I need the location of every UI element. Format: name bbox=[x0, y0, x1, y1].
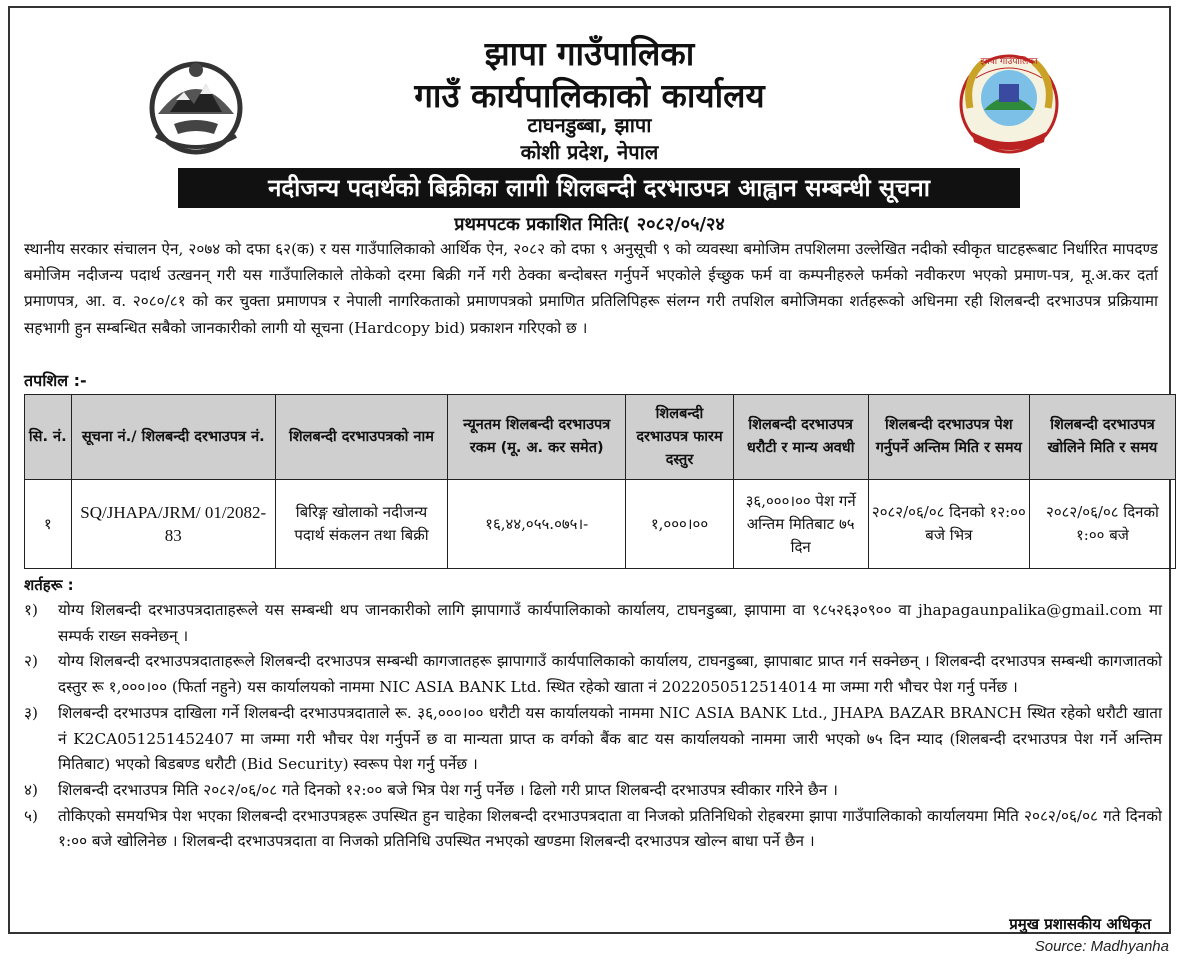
terms-list bbox=[24, 598, 1162, 855]
bid-schedule-table bbox=[24, 394, 1176, 569]
table-header-row bbox=[25, 395, 1176, 480]
term-text: योग्य शिलबन्दी दरभाउपत्रदाताहरूले यस सम्बन्धी थप जानकारीको लागि झापागाउँ कार्यपालिकाको कार्यालय, टाघनडुब्बा, झापामा वा ९८५२६३०९०० वा jhapagaunpalika@gmail.com मा सम्पर्क राख्न सक्नेछन् । bbox=[58, 601, 1162, 645]
cell-sn: १ bbox=[25, 480, 72, 569]
term-item bbox=[24, 804, 1162, 855]
term-text: शिलबन्दी दरभाउपत्र दाखिला गर्ने शिलबन्दी दरभाउपत्रदाताले रू. ३६,०००।०० धरौटी यस कार्यालयको नाममा NIC ASIA BANK Ltd., JHAPA BAZAR BRANCH स्थित रहेको धरौटी खाता नं K2CA051251452407 मा जम्मा गरी भौचर पेश गर्नुपर्ने छ वा मान्यता प्राप्त क वर्गको बैंक बाट यस कार्यालयको नाममा जारी भएको ७५ दिन म्याद (शिलबन्दी दरभाउपत्र पेश गर्ने अन्तिम मितिबाट) भएको बिडबण्ड धरौटी (Bid Security) स्वरूप पेश गर्नु पर्नेछ । bbox=[58, 703, 1162, 774]
term-number: ३) bbox=[24, 703, 38, 722]
term-number: २) bbox=[24, 652, 38, 671]
terms-label: शर्तहरू : bbox=[24, 576, 74, 594]
term-number: १) bbox=[24, 601, 38, 619]
municipality-name: झापा गाउँपालिका bbox=[484, 34, 695, 73]
cell-deadline: २०८२/०६/०८ दिनको १२:०० बजे भित्र bbox=[868, 480, 1029, 569]
term-item bbox=[24, 598, 1162, 649]
term-text: योग्य शिलबन्दी दरभाउपत्रदाताहरूले शिलबन्दी दरभाउपत्र सम्बन्धी कागजातहरू झापागाउँ कार्यपालिकाको कार्यालय, टाघनडुब्बा, झापाबाट प्राप्त गर्न सक्नेछन् । शिलबन्दी दरभाउपत्र सम्बन्धी कागजातको दस्तुर रू १,०००।०० (फिर्ता नहुने) यस कार्यालयको नाममा NIC ASIA BANK Ltd. स्थित रहेको खाता नं 2022050512514014 मा जम्मा गरी भौचर पेश गर्नु पर्नेछ । bbox=[58, 652, 1162, 697]
office-name: गाउँ कार्यपालिकाको कार्यालय bbox=[414, 76, 765, 115]
term-text: शिलबन्दी दरभाउपत्र मिति २०८२/०६/०८ गते दिनको १२:०० बजे भित्र पेश गर्नु पर्नेछ । ढिलो गरी प्राप्त शिलबन्दी दरभाउपत्र स्वीकार गरिने छैन । bbox=[58, 780, 838, 799]
logo-right-text: झापा गाउँपालिका bbox=[980, 57, 1038, 67]
cell-opening: २०८२/०६/०८ दिनको १:०० बजे bbox=[1029, 480, 1175, 569]
col-header-opening: शिलबन्दी दरभाउपत्र खोलिने मिति र समय bbox=[1029, 395, 1175, 480]
cell-form-fee: १,०००।०० bbox=[626, 480, 733, 569]
notice-title-banner: नदीजन्य पदार्थको बिक्रीका लागी शिलबन्दी दरभाउपत्र आह्वान सम्बन्धी सूचना bbox=[178, 168, 1020, 208]
col-header-deadline: शिलबन्दी दरभाउपत्र पेश गर्नुपर्ने अन्तिम मिति र समय bbox=[868, 395, 1029, 480]
signatory-title: प्रमुख प्रशासकीय अधिकृत bbox=[1009, 915, 1151, 933]
term-item bbox=[24, 649, 1162, 700]
col-header-bid-name: शिलबन्दी दरभाउपत्रको नाम bbox=[275, 395, 447, 480]
col-header-min-amount: न्यूनतम शिलबन्दी दरभाउपत्र रकम (मू. अ. कर समेत) bbox=[447, 395, 625, 480]
intro-paragraph: स्थानीय सरकार संचालन ऐन, २०७४ को दफा ६२(क) र यस गाउँपालिकाको आर्थिक ऐन, २०८२ को दफा ९ अनुसूची ९ को व्यवस्था बमोजिम तपशिलमा उल्लेखित नदीको स्वीकृत घाटहरूबाट निर्धारित मापदण्ड बमोजिम नदीजन्य पदार्थ उत्खनन् गरी यस गाउँपालिकाले तोकेको दरमा बिक्री गर्ने गरी ठेक्का बन्दोबस्त गर्नुपर्ने भएकोले ईच्छुक फर्म वा कम्पनीहरुले फर्मको नवीकरण भएको प्रमाण-पत्र, मू.अ.कर दर्ता प्रमाणपत्र, आ. व. २०८०/८१ को कर चुक्ता प्रमाणपत्र र नेपाली नागरिकताको प्रमाणपत्रको प्रमाणित प्रतिलिपिहरू संलग्न गरी तपशिल बमोजिमका शर्तहरूको अधिनमा रही शिलबन्दी दरभाउपत्र प्रक्रियामा सहभागी हुन सम्बन्धित सबैको जानकारीको लागी यो सूचना (Hardcopy bid) प्रकाशन गरिएको छ । bbox=[24, 240, 1158, 337]
cell-bid-name: बिरिङ्ग खोलाको नदीजन्य पदार्थ संकलन तथा बिक्री bbox=[275, 480, 447, 569]
notice-page bbox=[8, 6, 1171, 934]
col-header-sn: सि. नं. bbox=[25, 395, 72, 480]
published-date: प्रथमपटक प्रकाशित मितिः( २०८२/०५/२४ bbox=[454, 214, 725, 235]
schedule-label: तपशिल :- bbox=[24, 371, 87, 390]
term-number: ५) bbox=[24, 806, 38, 825]
col-header-form-fee: शिलबन्दी दरभाउपत्र फारम दस्तुर bbox=[626, 395, 733, 480]
term-text: तोकिएको समयभित्र पेश भएका शिलबन्दी दरभाउपत्रहरू उपस्थित हुन चाहेका शिलबन्दी दरभाउपत्रदाता वा निजको प्रतिनिधिको रोहबरमा झापा गाउँपालिकाको कार्यालयमा मिति २०८२/०६/०८ गते दिनको १:०० बजे खोलिनेछ । शिलबन्दी दरभाउपत्रदाता वा निजको प्रतिनिधि उपस्थित नभएको खण्डमा शिलबन्दी दरभाउपत्र खोल्न बाधा पर्ने छैन । bbox=[58, 806, 1162, 851]
table-row bbox=[25, 480, 1176, 569]
col-header-deposit: शिलबन्दी दरभाउपत्र धरौटी र मान्य अवधी bbox=[733, 395, 868, 480]
term-number: ४) bbox=[24, 780, 38, 799]
col-header-notice-no: सूचना नं./ शिलबन्दी दरभाउपत्र नं. bbox=[71, 395, 275, 480]
cell-notice-no: SQ/JHAPA/JRM/ 01/2082-83 bbox=[71, 480, 275, 569]
cell-min-amount: १६,४४,०५५.०७५।- bbox=[447, 480, 625, 569]
term-item bbox=[24, 778, 1162, 804]
source-credit: Source: Madhyanha bbox=[1034, 938, 1169, 955]
office-address: टाघनडुब्बा, झापा bbox=[527, 113, 652, 137]
cell-deposit: ३६,०००।०० पेश गर्ने अन्तिम मितिबाट ७५ दिन bbox=[733, 480, 868, 569]
province-country: कोशी प्रदेश, नेपाल bbox=[520, 140, 659, 164]
term-item bbox=[24, 701, 1162, 778]
